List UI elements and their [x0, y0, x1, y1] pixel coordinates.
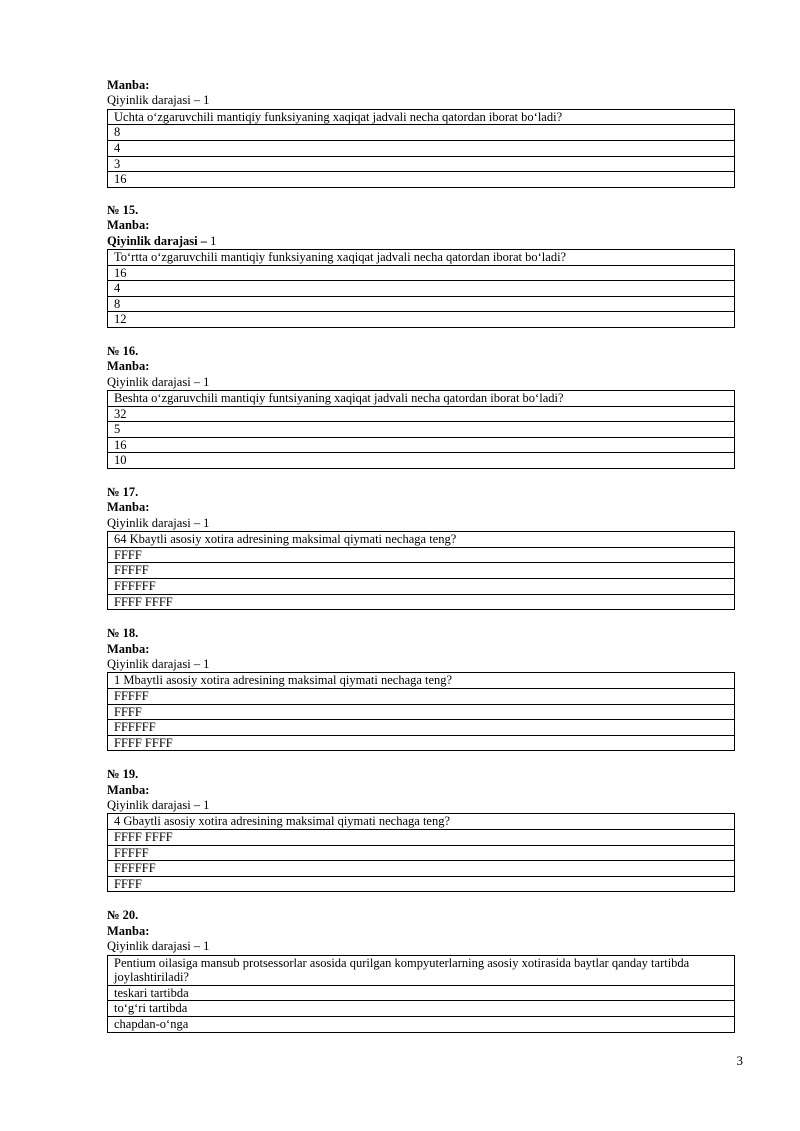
source-label: Manba: [107, 641, 150, 656]
question-block [107, 626, 735, 751]
question-block [107, 767, 735, 892]
source-label: Manba: [107, 359, 150, 374]
answer-option: FFFFF [108, 563, 735, 579]
answer-option: 16 [108, 265, 735, 281]
answer-option: 8 [108, 125, 735, 141]
answer-option: 5 [108, 422, 735, 438]
source-label: Manba: [107, 923, 150, 938]
answer-option: FFFFFF [108, 578, 735, 594]
difficulty-line [107, 798, 735, 813]
difficulty-value: 1 [203, 374, 210, 389]
difficulty-separator: – [190, 656, 204, 671]
answer-option: chapdan-oʻnga [108, 1017, 735, 1033]
answer-option: 32 [108, 406, 735, 422]
difficulty-label: Qiyinlik darajasi [107, 939, 191, 954]
difficulty-line [107, 234, 735, 249]
difficulty-label: Qiyinlik darajasi [107, 93, 191, 108]
difficulty-value: 1 [210, 233, 217, 248]
question-number: № 17. [107, 485, 139, 500]
difficulty-value: 1 [203, 515, 210, 530]
answer-option: FFFF [108, 876, 735, 892]
difficulty-separator: – [190, 798, 204, 813]
answer-option: FFFFFF [108, 861, 735, 877]
question-text: 1 Mbaytli asosiy xotira adresining maksimal qiymati nechaga teng? [108, 673, 735, 689]
source-label: Manba: [107, 218, 150, 233]
answer-option: FFFFF [108, 845, 735, 861]
question-text: 4 Gbaytli asosiy xotira adresining maksimal qiymati nechaga teng? [108, 814, 735, 830]
difficulty-separator: – [190, 93, 204, 108]
difficulty-line [107, 93, 735, 108]
question-table [107, 672, 735, 751]
difficulty-label: Qiyinlik darajasi [107, 656, 191, 671]
question-table [107, 249, 735, 328]
answer-option: 4 [108, 281, 735, 297]
answer-option: 3 [108, 156, 735, 172]
question-text: Beshta oʻzgaruvchili mantiqiy funtsiyaning xaqiqat jadvali necha qatordan iborat boʻladi? [108, 391, 735, 407]
difficulty-line [107, 375, 735, 390]
difficulty-line [107, 657, 735, 672]
answer-option: FFFF FFFF [108, 830, 735, 846]
question-block [107, 78, 735, 188]
question-number: № 19. [107, 767, 139, 782]
source-label: Manba: [107, 78, 150, 92]
question-block [107, 485, 735, 610]
question-table [107, 109, 735, 188]
answer-option: 10 [108, 453, 735, 469]
question-block [107, 203, 735, 328]
difficulty-separator: – [197, 233, 211, 248]
question-text: Uchta oʻzgaruvchili mantiqiy funksiyaning xaqiqat jadvali necha qatordan iborat boʻladi? [108, 109, 735, 125]
question-table [107, 955, 735, 1033]
answer-option: FFFFF [108, 688, 735, 704]
difficulty-separator: – [190, 939, 204, 954]
source-label: Manba: [107, 500, 150, 515]
difficulty-value: 1 [203, 939, 210, 954]
answer-option: 12 [108, 312, 735, 328]
difficulty-label: Qiyinlik darajasi [107, 374, 191, 389]
source-label: Manba: [107, 782, 150, 797]
answer-option: 16 [108, 437, 735, 453]
answer-option: 4 [108, 140, 735, 156]
question-table [107, 390, 735, 469]
answer-option: FFFF [108, 547, 735, 563]
question-text: Pentium oilasiga mansub protsessorlar asosida qurilgan kompyuterlarning asosiy xotirasida baytlar qanday tartibda joylashtiriladi? [108, 955, 735, 985]
difficulty-label: Qiyinlik darajasi [107, 233, 198, 248]
difficulty-value: 1 [203, 798, 210, 813]
answer-option: FFFF [108, 704, 735, 720]
page-number: 3 [736, 1053, 743, 1068]
difficulty-line [107, 516, 735, 531]
question-number: № 15. [107, 202, 139, 217]
question-table [107, 531, 735, 610]
question-number: № 20. [107, 908, 139, 923]
question-table [107, 813, 735, 892]
difficulty-label: Qiyinlik darajasi [107, 515, 191, 530]
difficulty-line [107, 939, 735, 954]
answer-option: FFFF FFFF [108, 594, 735, 610]
answer-option: toʻgʻri tartibda [108, 1001, 735, 1017]
question-number: № 18. [107, 626, 139, 641]
difficulty-value: 1 [203, 656, 210, 671]
difficulty-label: Qiyinlik darajasi [107, 798, 191, 813]
document-page [107, 78, 735, 1049]
difficulty-separator: – [190, 374, 204, 389]
answer-option: FFFFFF [108, 720, 735, 736]
question-block [107, 344, 735, 469]
difficulty-separator: – [190, 515, 204, 530]
question-text: Toʻrtta oʻzgaruvchili mantiqiy funksiyaning xaqiqat jadvali necha qatordan iborat boʻladi? [108, 249, 735, 265]
question-block [107, 908, 735, 1032]
answer-option: teskari tartibda [108, 985, 735, 1001]
question-text: 64 Kbaytli asosiy xotira adresining maksimal qiymati nechaga teng? [108, 532, 735, 548]
answer-option: 8 [108, 296, 735, 312]
answer-option: 16 [108, 172, 735, 188]
difficulty-value: 1 [203, 93, 210, 108]
answer-option: FFFF FFFF [108, 735, 735, 751]
question-number: № 16. [107, 343, 139, 358]
